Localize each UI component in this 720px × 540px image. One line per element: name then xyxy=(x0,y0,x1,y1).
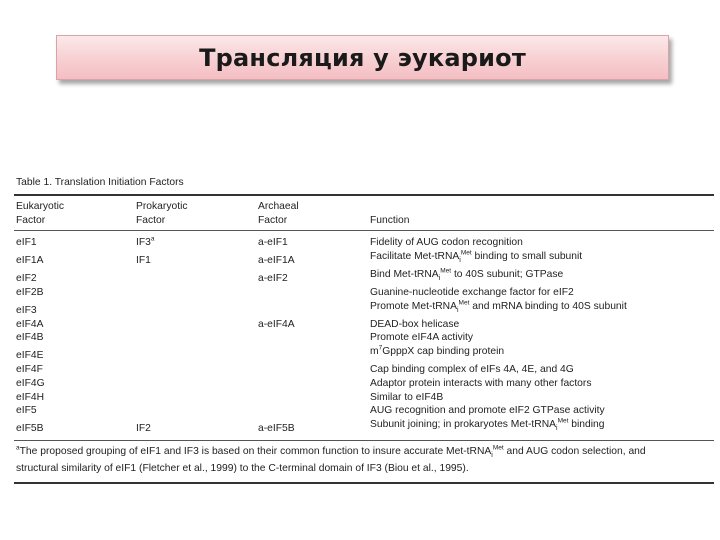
cell-eukaryotic-factor: eIF4A xyxy=(16,318,44,330)
slide-title-box xyxy=(56,35,669,80)
table-row xyxy=(14,286,714,300)
cell-prokaryotic-factor xyxy=(134,331,256,345)
footnote-marker: a xyxy=(16,444,20,452)
header-archaeal: Archaeal Factor xyxy=(258,200,299,226)
table-footnote: $^a$The proposed grouping of eIF1 and IF3 is based on their common function to insure accurate Met-tRNA$_i^{Met}$ and AUG codon selection, and structural similarity of eIF1 (Fletcher et al., 1999) to the C-terminal domain of IF3 (Biou et al., 1995). xyxy=(16,444,646,475)
table-header-row xyxy=(14,196,714,231)
cell-prokaryotic-factor xyxy=(134,318,256,332)
table-row xyxy=(14,391,714,405)
translation-factors-table xyxy=(14,196,714,440)
cell-function: Promote Met-tRNA$_i^{Met}$ and mRNA binding to 40S subunit xyxy=(370,299,627,314)
translation-factors-table-figure xyxy=(14,176,714,484)
table-row xyxy=(14,363,714,377)
table-row xyxy=(14,345,714,363)
cell-archaeal-factor xyxy=(256,391,368,405)
cell-eukaryotic-factor: eIF1 xyxy=(16,237,37,249)
table-row xyxy=(14,418,714,440)
cell-eukaryotic-factor: eIF2 xyxy=(16,273,37,285)
table-row xyxy=(14,331,714,345)
cell-function: Cap binding complex of eIFs 4A, 4E, and 4G xyxy=(370,363,574,375)
cell-eukaryotic-factor: eIF5B xyxy=(16,423,44,435)
cell-eukaryotic-factor: eIF1A xyxy=(16,255,44,267)
table-row xyxy=(14,268,714,286)
cell-eukaryotic-factor: eIF4H xyxy=(16,391,45,403)
cell-archaeal-factor xyxy=(256,286,368,300)
cell-prokaryotic-factor xyxy=(134,268,256,286)
cell-function: Similar to eIF4B xyxy=(370,391,444,403)
header-eukaryotic: Eukaryotic Factor xyxy=(16,200,65,226)
cell-prokaryotic-factor xyxy=(134,286,256,300)
cell-prokaryotic-factor xyxy=(134,345,256,363)
cell-function: Facilitate Met-tRNA$_i^{Met}$ binding to small subunit xyxy=(370,249,583,265)
cell-eukaryotic-factor: eIF4E xyxy=(16,350,44,362)
cell-archaeal-factor xyxy=(256,300,368,318)
cell-archaeal-factor: a-eIF5B xyxy=(258,423,295,435)
table-caption: Table 1. Translation Initiation Factors xyxy=(16,177,184,188)
cell-prokaryotic-factor: IF3$^a$ xyxy=(136,235,155,249)
cell-prokaryotic-factor xyxy=(134,363,256,377)
cell-archaeal-factor xyxy=(256,345,368,363)
cell-prokaryotic-factor xyxy=(134,404,256,418)
header-prokaryotic: Prokaryotic Factor xyxy=(136,200,188,226)
cell-archaeal-factor xyxy=(256,331,368,345)
cell-archaeal-factor: a-eIF1A xyxy=(258,255,295,267)
cell-function: Promote eIF4A activity xyxy=(370,332,474,344)
cell-function: Fidelity of AUG codon recognition xyxy=(370,237,523,249)
cell-prokaryotic-factor: IF1 xyxy=(136,255,151,267)
cell-prokaryotic-factor xyxy=(134,391,256,405)
cell-eukaryotic-factor: eIF4F xyxy=(16,363,43,375)
cell-function: AUG recognition and promote eIF2 GTPase activity xyxy=(370,405,605,417)
table-row xyxy=(14,300,714,318)
header-function: Function xyxy=(370,214,410,226)
cell-function: Bind Met-tRNA$_i^{Met}$ to 40S subunit; GTPase xyxy=(370,267,564,283)
cell-eukaryotic-factor: eIF5 xyxy=(16,405,37,417)
table-row xyxy=(14,404,714,418)
cell-archaeal-factor xyxy=(256,363,368,377)
cell-function: DEAD-box helicase xyxy=(370,318,460,330)
table-row xyxy=(14,231,714,250)
cell-archaeal-factor: a-eIF1 xyxy=(258,237,288,249)
table-row xyxy=(14,250,714,268)
cell-archaeal-factor: a-eIF4A xyxy=(258,318,295,330)
slide-title: Трансляция у эукариот xyxy=(199,43,526,72)
cell-function: Subunit joining; in prokaryotes Met-tRNA$_i^{Met}$ binding xyxy=(370,417,605,433)
cell-function: Adaptor protein interacts with many other factors xyxy=(370,377,592,389)
cell-eukaryotic-factor: eIF4G xyxy=(16,377,45,389)
cell-function: $m^7GpppX$ cap binding protein xyxy=(370,344,505,358)
cell-prokaryotic-factor xyxy=(134,300,256,318)
cell-eukaryotic-factor: eIF4B xyxy=(16,332,44,344)
cell-archaeal-factor xyxy=(256,404,368,418)
cell-archaeal-factor: a-eIF2 xyxy=(258,273,288,285)
table-row xyxy=(14,377,714,391)
cell-prokaryotic-factor xyxy=(134,377,256,391)
table-body xyxy=(14,231,714,440)
cell-prokaryotic-factor: IF2 xyxy=(136,423,151,435)
cell-eukaryotic-factor: eIF3 xyxy=(16,304,37,316)
cell-eukaryotic-factor: eIF2B xyxy=(16,286,44,298)
cell-archaeal-factor xyxy=(256,377,368,391)
table-row xyxy=(14,318,714,332)
table-bottom-rule xyxy=(14,482,714,484)
cell-function: Guanine-nucleotide exchange factor for eIF2 xyxy=(370,286,574,298)
